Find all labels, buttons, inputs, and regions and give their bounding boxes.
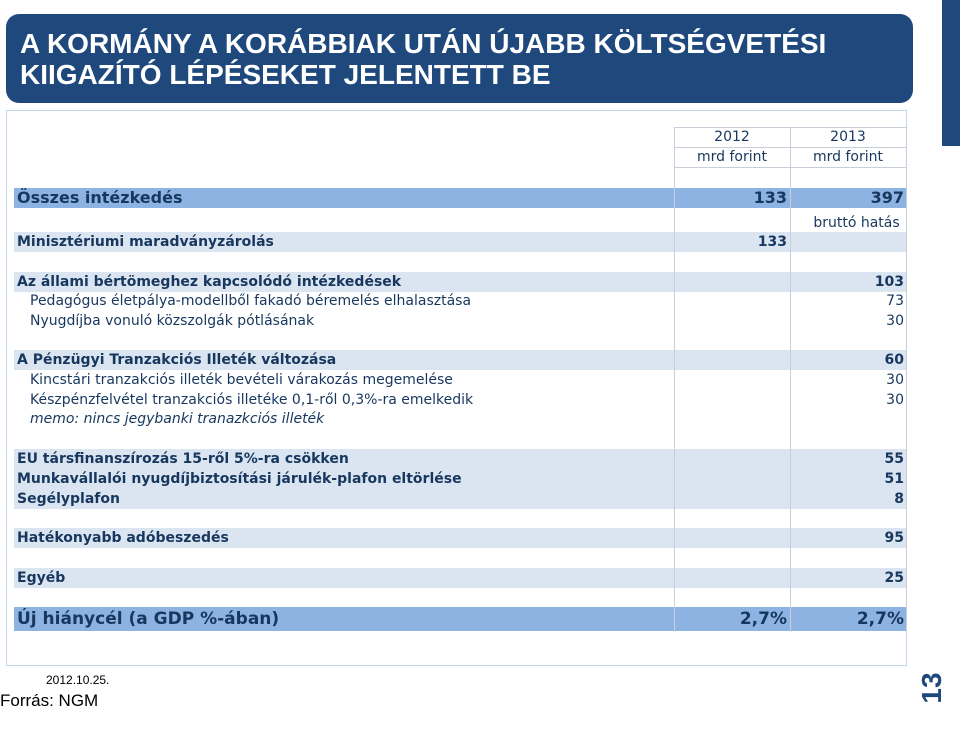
column-divider <box>674 127 675 632</box>
value-2013: 55 <box>884 451 904 467</box>
value-2013: 397 <box>870 188 904 207</box>
slide-date: 2012.10.25. <box>46 673 110 687</box>
column-year: 2012 <box>714 129 750 145</box>
table-row-total <box>14 188 907 208</box>
table-row <box>14 370 907 390</box>
table-row <box>14 390 907 410</box>
column-header-2013 <box>790 127 906 167</box>
budget-table <box>14 127 907 632</box>
value-2013: 30 <box>886 392 904 408</box>
source-note: Forrás: NGM <box>0 691 99 710</box>
value-2013: 25 <box>884 570 904 586</box>
table-row <box>14 449 907 469</box>
row-label: Az állami bértömeghez kapcsolódó intézkedések <box>17 274 402 290</box>
value-2013: 30 <box>886 372 904 388</box>
memo-label: memo: nincs jegybanki tranazkciós illeték <box>30 411 325 427</box>
gross-effect-note: bruttó hatás <box>813 215 900 231</box>
table-row <box>14 272 907 292</box>
table-row <box>14 489 907 509</box>
value-2013 <box>790 232 904 252</box>
value-2013: 30 <box>886 313 904 329</box>
value-2013: 73 <box>886 293 904 309</box>
title-banner <box>6 14 913 103</box>
value-2013: 103 <box>874 274 904 290</box>
column-unit: mrd forint <box>813 149 883 165</box>
table-row <box>14 232 907 252</box>
table-row-memo <box>14 409 907 429</box>
value-2013: 60 <box>884 352 904 368</box>
value-2012 <box>674 272 787 292</box>
table-row-deficit-target <box>14 607 907 631</box>
slide-title: A KORMÁNY A KORÁBBIAK UTÁN ÚJABB KÖLTSÉGVETÉSI KIIGAZÍTÓ LÉPÉSEKET JELENTETT BE <box>20 28 827 90</box>
column-year: 2013 <box>830 129 866 145</box>
row-label: Hatékonyabb adóbeszedés <box>17 530 229 546</box>
value-2013: 51 <box>884 471 904 487</box>
slide-number: 13 <box>916 672 947 704</box>
table-row <box>14 291 907 311</box>
row-label: Kincstári tranzakciós illeték bevételi várakozás megemelése <box>30 372 453 388</box>
column-divider <box>790 127 791 632</box>
column-unit: mrd forint <box>697 149 767 165</box>
row-label: Pedagógus életpálya-modellből fakadó béremelés elhalasztása <box>30 293 472 309</box>
row-label: Nyugdíjba vonuló közszolgák pótlásának <box>30 313 315 329</box>
row-label: EU társfinanszírozás 15-ről 5%-ra csökken <box>17 451 349 467</box>
table-row <box>14 469 907 489</box>
column-divider <box>906 127 907 632</box>
table-row <box>14 311 907 331</box>
row-label: A Pénzügyi Tranzakciós Illeték változása <box>17 352 337 368</box>
row-label: Készpénzfelvétel tranzakciós illetéke 0,1-ről 0,3%-ra emelkedik <box>30 392 474 408</box>
row-label: Összes intézkedés <box>17 188 183 207</box>
value-2013: 95 <box>884 530 904 546</box>
table-row <box>14 350 907 370</box>
value-2013: 2,7% <box>856 609 904 629</box>
table-row <box>14 568 907 588</box>
value-2012: 133 <box>753 188 787 207</box>
row-label: Egyéb <box>17 570 66 586</box>
value-2012: 2,7% <box>739 609 787 629</box>
value-2012: 133 <box>757 234 787 250</box>
row-label: Új hiánycél (a GDP %-ában) <box>17 609 280 629</box>
row-label: Munkavállalói nyugdíjbiztosítási járulék-plafon eltörlése <box>17 471 462 487</box>
row-label: Minisztériumi maradványzárolás <box>17 234 274 250</box>
value-2013: 8 <box>894 491 904 507</box>
table-row <box>14 528 907 548</box>
row-label: Segélyplafon <box>17 491 120 507</box>
side-accent-bar <box>942 0 960 146</box>
column-header-2012 <box>674 127 790 167</box>
